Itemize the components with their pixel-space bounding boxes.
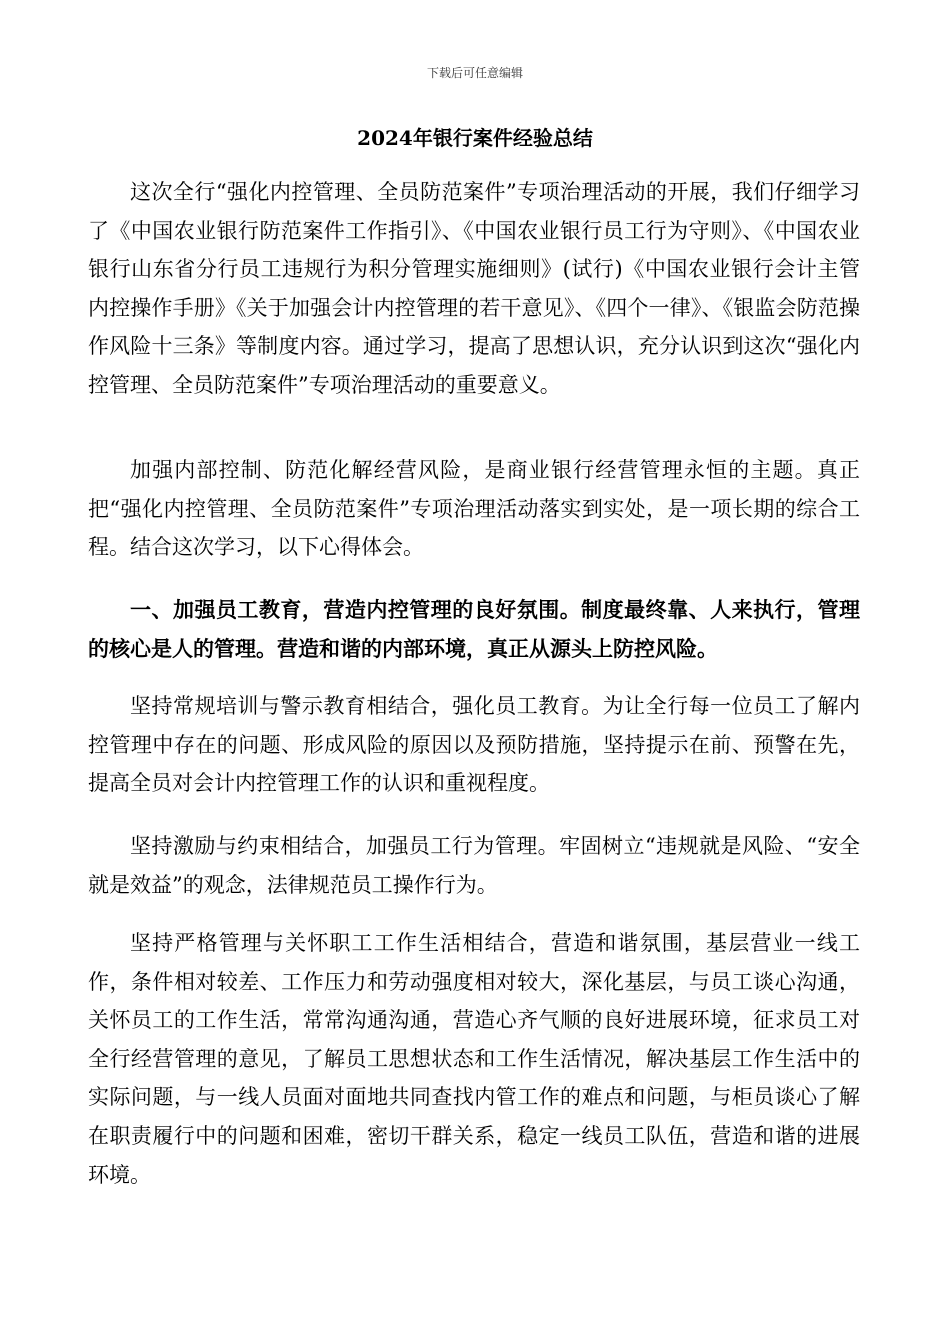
paragraph-theme: 加强内部控制、防范化解经营风险，是商业银行经营管理永恒的主题。真正把“强化内控管理、全员防范案件”专项治理活动落实到实处，是一项长期的综合工程。结合这次学习，以下心得体会。	[88, 458, 860, 560]
paragraph-training: 坚持常规培训与警示教育相结合，强化员工教育。为让全行每一位员工了解内控管理中存在的问题、形成风险的原因以及预防措施，坚持提示在前、预警在先，提高全员对会计内控管理工作的认识和重视程度。	[88, 694, 860, 796]
paragraph-incentive: 坚持激励与约束相结合，加强员工行为管理。牢固树立“违规就是风险、“安全就是效益”的观念，法律规范员工操作行为。	[88, 834, 860, 897]
document-title: 2024年银行案件经验总结	[357, 126, 593, 150]
paragraph-care: 坚持严格管理与关怀职工工作生活相结合，营造和谐氛围，基层营业一线工作，条件相对较差、工作压力和劳动强度相对较大，深化基层，与员工谈心沟通，关怀员工的工作生活，常常沟通沟通，营造心齐气顺的良好进展环境，征求员工对全行经营管理的意见，了解员工思想状态和工作生活情况，解决基层工作生活中的实际问题，与一线人员面对面地共同查找内管工作的难点和问题，与柜员谈心了解在职责履行中的问题和困难，密切干群关系，稳定一线员工队伍，营造和谐的进展环境。	[88, 931, 860, 1187]
section-heading-1: 一、加强员工教育，营造内控管理的良好氛围。制度最终靠、人来执行，管理的核心是人的管理。营造和谐的内部环境，真正从源头上防控风险。	[88, 597, 860, 661]
header-note: 下载后可任意编辑	[426, 66, 523, 80]
paragraph-intro: 这次全行“强化内控管理、全员防范案件”专项治理活动的开展，我们仔细学习了《中国农业银行防范案件工作指引》、《中国农业银行员工行为守则》、《中国农业银行山东省分行员工违规行为积分管理实施细则》(试行)《中国农业银行会计主管内控操作手册》《关于加强会计内控管理的若干意见》、《四个一律》、《银监会防范操作风险十三条》等制度内容。通过学习，提高了思想认识，充分认识到这次“强化内控管理、全员防范案件”专项治理活动的重要意义。	[88, 180, 860, 397]
